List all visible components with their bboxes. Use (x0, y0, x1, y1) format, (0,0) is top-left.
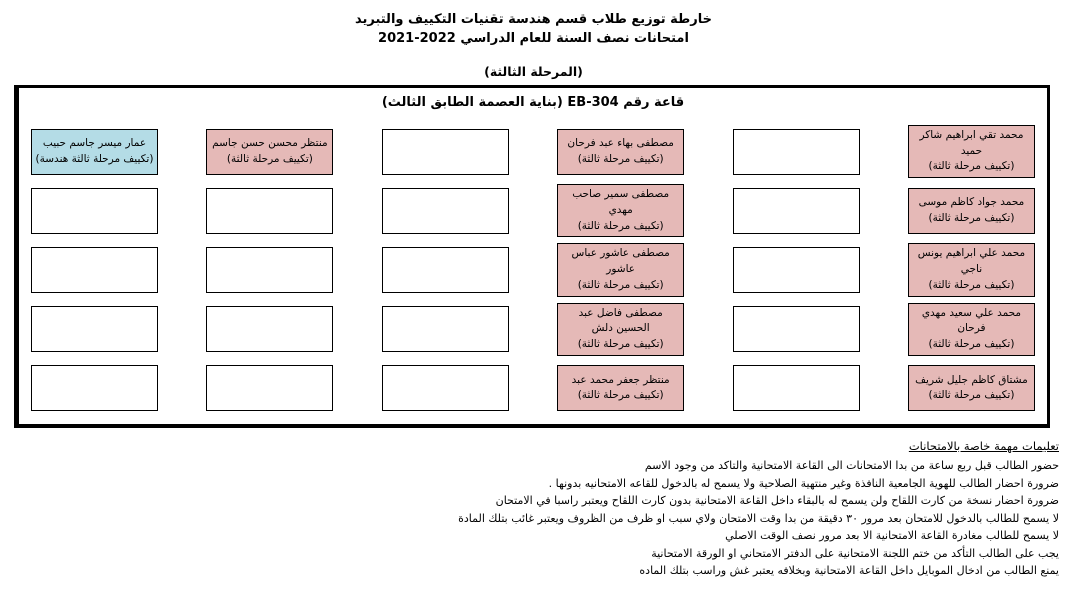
student-name: محمد تقي ابراهيم شاكر حميد (919, 128, 1024, 157)
seat-box-empty (31, 247, 158, 293)
student-stage-note: (تكييف مرحلة ثالثة) (577, 338, 664, 351)
student-name: محمد علي سعيد مهدي فرحان (921, 306, 1022, 335)
seat-box-empty (733, 365, 860, 411)
student-name: مصطفى عاشور عباس عاشور (571, 247, 670, 276)
student-stage-note: (تكييف مرحلة ثالثة هندسة) (35, 152, 154, 165)
instruction-item: يجب على الطالب التأكد من ختم اللجنة الامتحانية على الدفتر الامتحاني او الورقة الامتحانية (651, 546, 1059, 560)
student-stage-note: (تكييف مرحلة ثالثة) (928, 211, 1015, 224)
seat-box-empty (382, 365, 509, 411)
student-name: مصطفى بهاء عبد فرحان (567, 136, 674, 149)
seat-box-occupied (908, 365, 1035, 411)
instruction-item: يمنع الطالب من ادخال الموبايل داخل القاعة الامتحانية وبخلافه يعتبر غش وراسب بتلك الماده (639, 564, 1059, 577)
seat-box-occupied (908, 125, 1035, 178)
seat-box-occupied (31, 129, 158, 175)
seat-box-empty (733, 129, 860, 175)
student-stage-note: (تكييف مرحلة ثالثة) (928, 160, 1015, 173)
seat-box-empty (382, 129, 509, 175)
seat-box-occupied (206, 129, 333, 175)
instruction-item: حضور الطالب قبل ربع ساعة من بدا الامتحانات الى القاعة الامتحانية والتاكد من وجود الاسم (644, 459, 1059, 472)
seat-box-empty (31, 188, 158, 234)
student-name: مصطفى سمير صاحب مهدي (572, 188, 670, 216)
seat-box-empty (382, 247, 509, 293)
doc-title-line2: امتحانات نصف السنة للعام الدراسي 2022-2021 (378, 31, 689, 46)
seating-chart-table (14, 85, 1050, 428)
student-name: منتظر جعفر محمد عبد (571, 373, 670, 386)
seat-box-occupied (908, 188, 1035, 234)
seat-box-occupied (557, 365, 684, 411)
student-stage-note: (تكييف مرحلة ثالثة) (577, 389, 664, 402)
seat-box-occupied (908, 303, 1035, 356)
student-stage-note: (تكييف مرحلة ثالثة) (577, 278, 664, 291)
instruction-item: ضرورة احضار الطالب للهوية الجامعية النافذة وغير منتهية الصلاحية ولا يسمح له بالدخول للقاعه الامتحانيه بدونها . (548, 476, 1059, 490)
instruction-item: لا يسمح للطالب مغادرة القاعة الامتحانية الا بعد مرور نصف الوقت الاصلي (725, 529, 1059, 542)
student-stage-note: (تكييف مرحلة ثالثة) (577, 219, 664, 232)
room-title: قاعة رقم EB-304 (بناية العصمة الطابق الثالث) (381, 95, 685, 110)
student-stage-note: (تكييف مرحلة ثالثة) (226, 152, 313, 165)
document-title (0, 10, 1067, 79)
student-name: محمد جواد كاظم موسى (918, 196, 1025, 209)
seat-box-empty (206, 188, 333, 234)
seat-box-empty (206, 247, 333, 293)
seat-box-empty (733, 247, 860, 293)
student-stage-note: (تكييف مرحلة ثالثة) (928, 278, 1015, 291)
seat-box-empty (382, 188, 509, 234)
doc-stage-label: (المرحلة الثالثة) (484, 64, 583, 79)
seat-box-occupied (557, 129, 684, 175)
seat-box-empty (31, 365, 158, 411)
seat-box-occupied (557, 303, 684, 356)
seat-grid (31, 122, 1035, 418)
seat-box-empty (733, 188, 860, 234)
student-name: عمار ميسر جاسم حبيب (42, 136, 147, 149)
student-stage-note: (تكييف مرحلة ثالثة) (928, 338, 1015, 351)
seat-box-empty (206, 365, 333, 411)
seat-box-empty (31, 306, 158, 352)
instructions-list (359, 457, 1059, 580)
seat-box-empty (206, 306, 333, 352)
seat-box-occupied (557, 184, 684, 237)
student-stage-note: (تكييف مرحلة ثالثة) (577, 152, 664, 165)
student-name: مصطفى فاضل عبد الحسين دلش (578, 306, 663, 335)
seat-box-empty (733, 306, 860, 352)
instructions-section (359, 437, 1059, 580)
seat-box-empty (382, 306, 509, 352)
instructions-title: تعليمات مهمة خاصة بالامتحانات (908, 439, 1059, 453)
doc-title-line1: خارطة توزيع طلاب قسم هندسة تقنيات التكييف والتبريد (354, 12, 713, 27)
student-name: منتظر محسن حسن جاسم (212, 136, 328, 149)
student-name: محمد علي ابراهيم يونس ناجي (917, 247, 1026, 276)
instruction-item: لا يسمح للطالب بالدخول للامتحان بعد مرور ٣٠ دقيقة من بدا وقت الامتحان ولاي سبب او ظرف من الظروف ويعتبر غائب بتلك المادة (458, 511, 1059, 525)
seat-box-occupied (557, 243, 684, 296)
student-stage-note: (تكييف مرحلة ثالثة) (928, 389, 1015, 402)
seat-box-occupied (908, 243, 1035, 296)
student-name: مشتاق كاظم جليل شريف (915, 373, 1028, 386)
instruction-item: ضرورة احضار نسخة من كارت اللقاح ولن يسمح له بالبقاء داخل القاعة الامتحانية بدون كارت اللقاح ويعتبر راسبا في الامتحان (495, 494, 1059, 507)
